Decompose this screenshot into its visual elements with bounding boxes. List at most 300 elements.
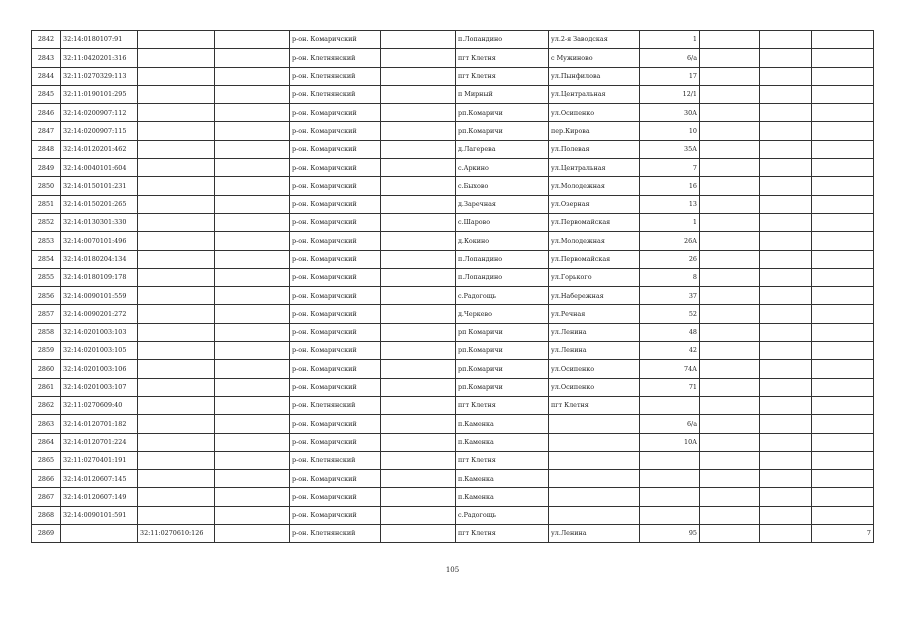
district-cell: р-он. Комаричский — [290, 305, 381, 323]
settlement-cell: д.Заречная — [456, 195, 549, 213]
blank-cell — [215, 122, 290, 140]
settlement-cell: д.Лагерева — [456, 140, 549, 158]
cadastral-number: 32:14:0201003:105 — [61, 342, 138, 360]
row-number: 2863 — [32, 415, 61, 433]
settlement-cell: п.Каменка — [456, 415, 549, 433]
settlement-cell: п.Каменка — [456, 433, 549, 451]
row-number: 2862 — [32, 396, 61, 414]
table-row — [32, 451, 874, 469]
settlement-cell: с.Радогощь — [456, 287, 549, 305]
blank-cell — [215, 85, 290, 103]
street-cell: ул.Первомайская — [549, 250, 640, 268]
house-number-cell: 13 — [640, 195, 700, 213]
blank-cell — [381, 31, 456, 49]
blank-cell — [215, 268, 290, 286]
blank-cell — [700, 323, 760, 341]
blank-cell — [215, 378, 290, 396]
settlement-cell: рп.Комаричи — [456, 360, 549, 378]
cadastral-number: 32:14:0120607:145 — [61, 470, 138, 488]
cadastral-number: 32:14:0201003:103 — [61, 323, 138, 341]
extra-value-cell — [812, 470, 874, 488]
blank-cell — [381, 323, 456, 341]
blank-cell — [215, 287, 290, 305]
row-number: 2843 — [32, 49, 61, 67]
settlement-cell: рп.Комаричи — [456, 378, 549, 396]
extra-value-cell — [812, 140, 874, 158]
district-cell: р-он. Комаричский — [290, 323, 381, 341]
blank-cell — [215, 305, 290, 323]
extra-value-cell — [812, 323, 874, 341]
settlement-cell: пгт Клетня — [456, 525, 549, 543]
cadastral-number-extra — [138, 213, 215, 231]
blank-cell — [760, 506, 812, 524]
house-number-cell — [640, 396, 700, 414]
extra-value-cell — [812, 268, 874, 286]
row-number: 2850 — [32, 177, 61, 195]
street-cell — [549, 451, 640, 469]
blank-cell — [215, 177, 290, 195]
blank-cell — [760, 488, 812, 506]
cadastral-number-extra — [138, 360, 215, 378]
blank-cell — [215, 470, 290, 488]
table-row — [32, 268, 874, 286]
street-cell: ул.Центральная — [549, 85, 640, 103]
district-cell: р-он. Клетнянский — [290, 396, 381, 414]
settlement-cell: п.Лопандино — [456, 250, 549, 268]
blank-cell — [381, 360, 456, 378]
blank-cell — [215, 250, 290, 268]
blank-cell — [381, 49, 456, 67]
cadastral-number-extra — [138, 140, 215, 158]
blank-cell — [215, 525, 290, 543]
district-cell: р-он. Комаричский — [290, 177, 381, 195]
house-number-cell: 17 — [640, 67, 700, 85]
table-row — [32, 396, 874, 414]
house-number-cell: 6/а — [640, 49, 700, 67]
cadastral-number-extra — [138, 396, 215, 414]
blank-cell — [760, 360, 812, 378]
district-cell: р-он. Комаричский — [290, 342, 381, 360]
blank-cell — [700, 470, 760, 488]
cadastral-number-extra — [138, 122, 215, 140]
street-cell: ул.Ленина — [549, 342, 640, 360]
house-number-cell: 8 — [640, 268, 700, 286]
district-cell: р-он. Комаричский — [290, 470, 381, 488]
blank-cell — [381, 415, 456, 433]
row-number: 2852 — [32, 213, 61, 231]
cadastral-number-extra — [138, 104, 215, 122]
row-number: 2854 — [32, 250, 61, 268]
cadastral-number: 32:14:0120701:182 — [61, 415, 138, 433]
street-cell: ул.2-я Заводская — [549, 31, 640, 49]
district-cell: р-он. Клетнянский — [290, 49, 381, 67]
table-row — [32, 525, 874, 543]
blank-cell — [381, 305, 456, 323]
extra-value-cell — [812, 159, 874, 177]
blank-cell — [215, 49, 290, 67]
house-number-cell: 30А — [640, 104, 700, 122]
district-cell: р-он. Комаричский — [290, 488, 381, 506]
cadastral-number-extra — [138, 49, 215, 67]
district-cell: р-он. Комаричский — [290, 287, 381, 305]
blank-cell — [215, 159, 290, 177]
cadastral-number-extra — [138, 159, 215, 177]
cadastral-number-extra — [138, 323, 215, 341]
blank-cell — [381, 177, 456, 195]
cadastral-number: 32:14:0180204:134 — [61, 250, 138, 268]
blank-cell — [381, 250, 456, 268]
blank-cell — [700, 122, 760, 140]
street-cell — [549, 470, 640, 488]
house-number-cell: 71 — [640, 378, 700, 396]
district-cell: р-он. Комаричский — [290, 140, 381, 158]
house-number-cell — [640, 451, 700, 469]
house-number-cell: 12/1 — [640, 85, 700, 103]
settlement-cell: пгт Клетня — [456, 67, 549, 85]
cadastral-number: 32:14:0150201:265 — [61, 195, 138, 213]
blank-cell — [700, 360, 760, 378]
blank-cell — [760, 342, 812, 360]
settlement-cell: с.Быхово — [456, 177, 549, 195]
table-row — [32, 49, 874, 67]
table-row — [32, 140, 874, 158]
blank-cell — [760, 268, 812, 286]
blank-cell — [215, 433, 290, 451]
street-cell — [549, 433, 640, 451]
district-cell: р-он. Комаричский — [290, 360, 381, 378]
blank-cell — [215, 323, 290, 341]
blank-cell — [381, 232, 456, 250]
extra-value-cell — [812, 433, 874, 451]
table-row — [32, 232, 874, 250]
house-number-cell — [640, 506, 700, 524]
settlement-cell: с.Радогощь — [456, 506, 549, 524]
page-number: 105 — [445, 566, 460, 574]
extra-value-cell — [812, 31, 874, 49]
cadastral-number — [61, 525, 138, 543]
blank-cell — [215, 415, 290, 433]
street-cell: ул.Осипенко — [549, 104, 640, 122]
street-cell: ул.Осипенко — [549, 360, 640, 378]
extra-value-cell — [812, 287, 874, 305]
table-row — [32, 195, 874, 213]
cadastral-number: 32:14:0201003:106 — [61, 360, 138, 378]
cadastral-number-extra — [138, 305, 215, 323]
house-number-cell: 10 — [640, 122, 700, 140]
street-cell — [549, 415, 640, 433]
district-cell: р-он. Комаричский — [290, 232, 381, 250]
blank-cell — [760, 213, 812, 231]
table-row — [32, 323, 874, 341]
district-cell: р-он. Клетнянский — [290, 67, 381, 85]
table-row — [32, 177, 874, 195]
district-cell: р-он. Комаричский — [290, 213, 381, 231]
cadastral-number: 32:14:0180109:178 — [61, 268, 138, 286]
district-cell: р-он. Клетнянский — [290, 451, 381, 469]
table-row — [32, 433, 874, 451]
cadastral-number: 32:14:0150101:231 — [61, 177, 138, 195]
house-number-cell: 52 — [640, 305, 700, 323]
blank-cell — [381, 396, 456, 414]
blank-cell — [381, 67, 456, 85]
blank-cell — [700, 250, 760, 268]
street-cell — [549, 506, 640, 524]
district-cell: р-он. Комаричский — [290, 159, 381, 177]
blank-cell — [760, 31, 812, 49]
district-cell: р-он. Комаричский — [290, 250, 381, 268]
district-cell: р-он. Комаричский — [290, 122, 381, 140]
blank-cell — [215, 360, 290, 378]
cadastral-number: 32:14:0200907:115 — [61, 122, 138, 140]
settlement-cell: рп.Комаричи — [456, 342, 549, 360]
blank-cell — [760, 49, 812, 67]
blank-cell — [381, 506, 456, 524]
blank-cell — [700, 451, 760, 469]
table-row — [32, 360, 874, 378]
blank-cell — [760, 232, 812, 250]
blank-cell — [700, 213, 760, 231]
table-row — [32, 85, 874, 103]
extra-value-cell — [812, 305, 874, 323]
blank-cell — [760, 305, 812, 323]
row-number: 2851 — [32, 195, 61, 213]
extra-value-cell — [812, 104, 874, 122]
cadastral-number: 32:11:0270329:113 — [61, 67, 138, 85]
blank-cell — [760, 287, 812, 305]
blank-cell — [700, 177, 760, 195]
cadastral-number-extra — [138, 232, 215, 250]
house-number-cell: 7 — [640, 159, 700, 177]
table-row — [32, 506, 874, 524]
row-number: 2866 — [32, 470, 61, 488]
cadastral-number-extra — [138, 342, 215, 360]
street-cell: ул.Осипенко — [549, 378, 640, 396]
extra-value-cell — [812, 213, 874, 231]
settlement-cell: рп.Комаричи — [456, 122, 549, 140]
street-cell: ул.Набережная — [549, 287, 640, 305]
cadastral-number: 32:14:0090101:559 — [61, 287, 138, 305]
blank-cell — [760, 470, 812, 488]
table-row — [32, 378, 874, 396]
table-body — [32, 31, 874, 543]
street-cell: ул.Речная — [549, 305, 640, 323]
settlement-cell: рп.Комаричи — [456, 104, 549, 122]
district-cell: р-он. Комаричский — [290, 506, 381, 524]
blank-cell — [215, 506, 290, 524]
house-number-cell: 95 — [640, 525, 700, 543]
blank-cell — [215, 31, 290, 49]
row-number: 2846 — [32, 104, 61, 122]
row-number: 2868 — [32, 506, 61, 524]
table-row — [32, 250, 874, 268]
row-number: 2869 — [32, 525, 61, 543]
cadastral-number-extra — [138, 488, 215, 506]
blank-cell — [215, 232, 290, 250]
blank-cell — [215, 213, 290, 231]
settlement-cell: с.Шарово — [456, 213, 549, 231]
blank-cell — [760, 195, 812, 213]
district-cell: р-он. Комаричский — [290, 195, 381, 213]
district-cell: р-он. Комаричский — [290, 433, 381, 451]
cadastral-number: 32:14:0120201:462 — [61, 140, 138, 158]
cadastral-number-extra — [138, 287, 215, 305]
extra-value-cell — [812, 378, 874, 396]
street-cell: ул.Озерная — [549, 195, 640, 213]
blank-cell — [700, 67, 760, 85]
row-number: 2847 — [32, 122, 61, 140]
blank-cell — [381, 451, 456, 469]
blank-cell — [381, 268, 456, 286]
blank-cell — [700, 232, 760, 250]
district-cell: р-он. Комаричский — [290, 415, 381, 433]
blank-cell — [381, 195, 456, 213]
table-row — [32, 488, 874, 506]
district-cell: р-он. Клетнянский — [290, 525, 381, 543]
blank-cell — [215, 67, 290, 85]
blank-cell — [760, 433, 812, 451]
blank-cell — [760, 378, 812, 396]
cadastral-number: 32:14:0120701:224 — [61, 433, 138, 451]
street-cell: ул.Пынфилова — [549, 67, 640, 85]
blank-cell — [381, 525, 456, 543]
cadastral-number-extra — [138, 506, 215, 524]
house-number-cell: 16 — [640, 177, 700, 195]
district-cell: р-он. Комаричский — [290, 378, 381, 396]
table-row — [32, 415, 874, 433]
cadastral-number: 32:14:0130301:330 — [61, 213, 138, 231]
cadastral-number: 32:14:0201003:107 — [61, 378, 138, 396]
row-number: 2857 — [32, 305, 61, 323]
house-number-cell: 10А — [640, 433, 700, 451]
cadastral-number: 32:14:0070101:496 — [61, 232, 138, 250]
settlement-cell: п.Каменка — [456, 470, 549, 488]
settlement-cell: пгт Клетня — [456, 396, 549, 414]
settlement-cell: п.Лопандино — [456, 31, 549, 49]
street-cell: ул.Ленина — [549, 525, 640, 543]
cadastral-number-extra — [138, 250, 215, 268]
house-number-cell: 1 — [640, 31, 700, 49]
cadastral-number-extra — [138, 451, 215, 469]
house-number-cell: 48 — [640, 323, 700, 341]
settlement-cell: д.Черкево — [456, 305, 549, 323]
settlement-cell: рп Комаричи — [456, 323, 549, 341]
cadastral-number: 32:11:0270609:40 — [61, 396, 138, 414]
row-number: 2859 — [32, 342, 61, 360]
blank-cell — [700, 525, 760, 543]
cadastral-number-extra — [138, 31, 215, 49]
street-cell: пер.Кирова — [549, 122, 640, 140]
settlement-cell: п.Лопандино — [456, 268, 549, 286]
cadastral-number-extra — [138, 470, 215, 488]
blank-cell — [381, 342, 456, 360]
blank-cell — [700, 104, 760, 122]
blank-cell — [381, 159, 456, 177]
blank-cell — [700, 31, 760, 49]
blank-cell — [760, 323, 812, 341]
extra-value-cell — [812, 122, 874, 140]
street-cell — [549, 488, 640, 506]
row-number: 2861 — [32, 378, 61, 396]
row-number: 2845 — [32, 85, 61, 103]
blank-cell — [700, 506, 760, 524]
table-row — [32, 287, 874, 305]
register-table — [31, 30, 874, 543]
cadastral-number-extra — [138, 195, 215, 213]
house-number-cell: 74А — [640, 360, 700, 378]
house-number-cell: 6/а — [640, 415, 700, 433]
street-cell: с Мужиново — [549, 49, 640, 67]
blank-cell — [760, 104, 812, 122]
blank-cell — [700, 305, 760, 323]
house-number-cell — [640, 488, 700, 506]
blank-cell — [381, 378, 456, 396]
blank-cell — [760, 140, 812, 158]
blank-cell — [700, 287, 760, 305]
street-cell: ул.Первомайская — [549, 213, 640, 231]
cadastral-number: 32:11:0420201:316 — [61, 49, 138, 67]
house-number-cell: 35А — [640, 140, 700, 158]
district-cell: р-он. Комаричский — [290, 104, 381, 122]
extra-value-cell — [812, 342, 874, 360]
blank-cell — [700, 488, 760, 506]
blank-cell — [760, 396, 812, 414]
row-number: 2864 — [32, 433, 61, 451]
house-number-cell: 37 — [640, 287, 700, 305]
row-number: 2849 — [32, 159, 61, 177]
table-row — [32, 122, 874, 140]
street-cell: ул.Молодежная — [549, 177, 640, 195]
extra-value-cell — [812, 360, 874, 378]
blank-cell — [381, 287, 456, 305]
table-row — [32, 213, 874, 231]
cadastral-number-extra — [138, 378, 215, 396]
blank-cell — [381, 85, 456, 103]
cadastral-number: 32:14:0040101:604 — [61, 159, 138, 177]
house-number-cell: 26А — [640, 232, 700, 250]
settlement-cell: пгт Клетня — [456, 451, 549, 469]
row-number: 2844 — [32, 67, 61, 85]
blank-cell — [700, 396, 760, 414]
blank-cell — [760, 451, 812, 469]
row-number: 2858 — [32, 323, 61, 341]
extra-value-cell — [812, 195, 874, 213]
blank-cell — [700, 415, 760, 433]
row-number: 2865 — [32, 451, 61, 469]
cadastral-number: 32:14:0180107:91 — [61, 31, 138, 49]
table-row — [32, 31, 874, 49]
blank-cell — [381, 433, 456, 451]
cadastral-number: 32:11:0190101:295 — [61, 85, 138, 103]
blank-cell — [700, 268, 760, 286]
row-number: 2842 — [32, 31, 61, 49]
blank-cell — [381, 470, 456, 488]
blank-cell — [700, 140, 760, 158]
street-cell: ул.Ленина — [549, 323, 640, 341]
blank-cell — [215, 195, 290, 213]
table-row — [32, 104, 874, 122]
cadastral-number-extra: 32:11:0270610:126 — [138, 525, 215, 543]
extra-value-cell — [812, 415, 874, 433]
row-number: 2867 — [32, 488, 61, 506]
blank-cell — [381, 104, 456, 122]
blank-cell — [381, 213, 456, 231]
blank-cell — [700, 85, 760, 103]
district-cell: р-он. Комаричский — [290, 31, 381, 49]
blank-cell — [760, 159, 812, 177]
blank-cell — [381, 122, 456, 140]
street-cell: ул.Полевая — [549, 140, 640, 158]
extra-value-cell: 7 — [812, 525, 874, 543]
